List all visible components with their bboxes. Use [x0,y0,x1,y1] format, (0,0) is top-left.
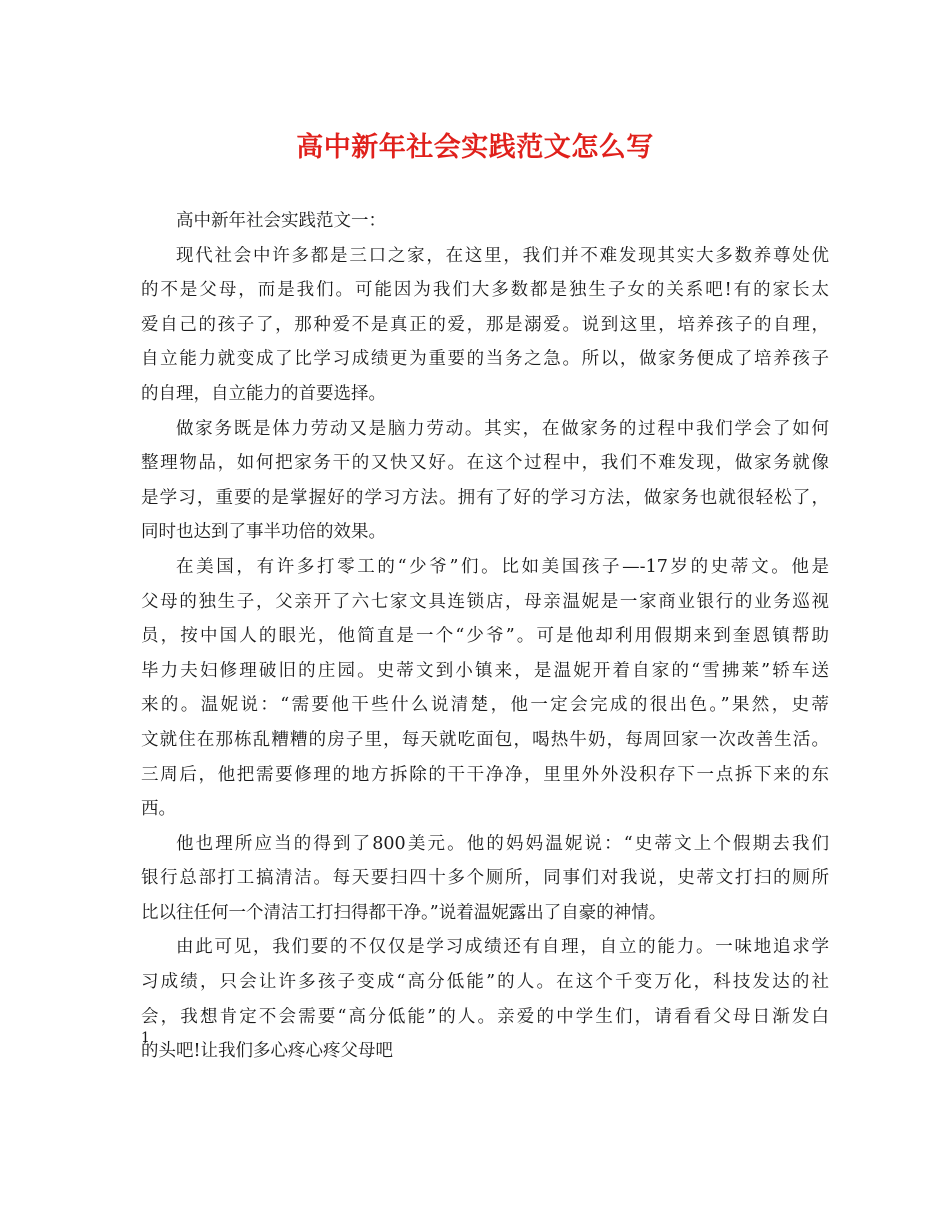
document-title: 高中新年社会实践范文怎么写 [296,132,654,163]
paragraph-line: 同时也达到了事半功倍的效果。 [141,522,386,543]
paragraph-line: 来的。温妮说：“需要他干些什么说清楚，他一定会完成的很出色。”果然，史蒂 [141,695,829,716]
paragraph-line: 会，我想肯定不会需要“高分低能”的人。亲爱的中学生们，请看看父母日渐发白 [141,1006,829,1027]
paragraph-line: 员，按中国人的眼光，他简直是一个“少爷”。可是他却利用假期来到奎恩镇帮助 [141,626,829,647]
paragraph-line: 的自理，自立能力的首要选择。 [141,383,386,404]
paragraph-line: 毕力夫妇修理破旧的庄园。史蒂文到小镇来，是温妮开着自家的“雪拂莱”轿车送 [141,660,829,681]
paragraph-line: 习成绩，只会让许多孩子变成“高分低能”的人。在这个千变万化，科技发达的社 [141,972,829,993]
paragraph-line: 整理物品，如何把家务干的又快又好。在这个过程中，我们不难发现，做家务就像 [141,453,829,474]
paragraph-line: 现代社会中许多都是三口之家，在这里，我们并不难发现其实大多数养尊处优 [176,245,829,266]
paragraph-line: 他也理所应当的得到了800美元。他的妈妈温妮说：“史蒂文上个假期去我们 [176,833,829,854]
paragraph-line: 比以往任何一个清洁工打扫得都干净。”说着温妮露出了自豪的神情。 [141,902,667,923]
paragraph-line: 文就住在那栋乱糟糟的房子里，每天就吃面包，喝热牛奶，每周回家一次改善生活。 [141,729,829,750]
paragraph-line: 是学习，重要的是掌握好的学习方法。拥有了好的学习方法，做家务也就很轻松了， [141,487,829,508]
paragraph-line: 西。 [141,799,176,820]
paragraph-line: 自立能力就变成了比学习成绩更为重要的当务之急。所以，做家务便成了培养孩子 [141,349,829,370]
paragraph-line: 三周后，他把需要修理的地方拆除的干干净净，里里外外没积存下一点拆下来的东 [141,764,829,785]
paragraph-line: 的不是父母，而是我们。可能因为我们大多数都是独生子女的关系吧!有的家长太 [141,280,829,301]
paragraph-line: 在美国，有许多打零工的“少爷”们。比如美国孩子—-17岁的史蒂文。他是 [176,556,829,577]
paragraph-line: 的头吧!让我们多心疼心疼父母吧 [141,1041,394,1062]
document-body [141,204,829,1069]
paragraph-line: 由此可见，我们要的不仅仅是学习成绩还有自理，自立的能力。一味地追求学 [176,937,829,958]
paragraph-line: 爱自己的孩子了，那种爱不是真正的爱，那是溺爱。说到这里，培养孩子的自理， [141,314,829,335]
section-heading: 高中新年社会实践范文一： [176,211,386,231]
paragraph-line: 银行总部打工搞清洁。每天要扫四十多个厕所，同事们对我说，史蒂文打扫的厕所 [141,868,829,889]
paragraph-line: 父母的独生子，父亲开了六七家文具连锁店，母亲温妮是一家商业银行的业务巡视 [141,591,829,612]
paragraph-line: 做家务既是体力劳动又是脑力劳动。其实，在做家务的过程中我们学会了如何 [176,418,829,439]
page-number: 1 [141,1030,150,1046]
